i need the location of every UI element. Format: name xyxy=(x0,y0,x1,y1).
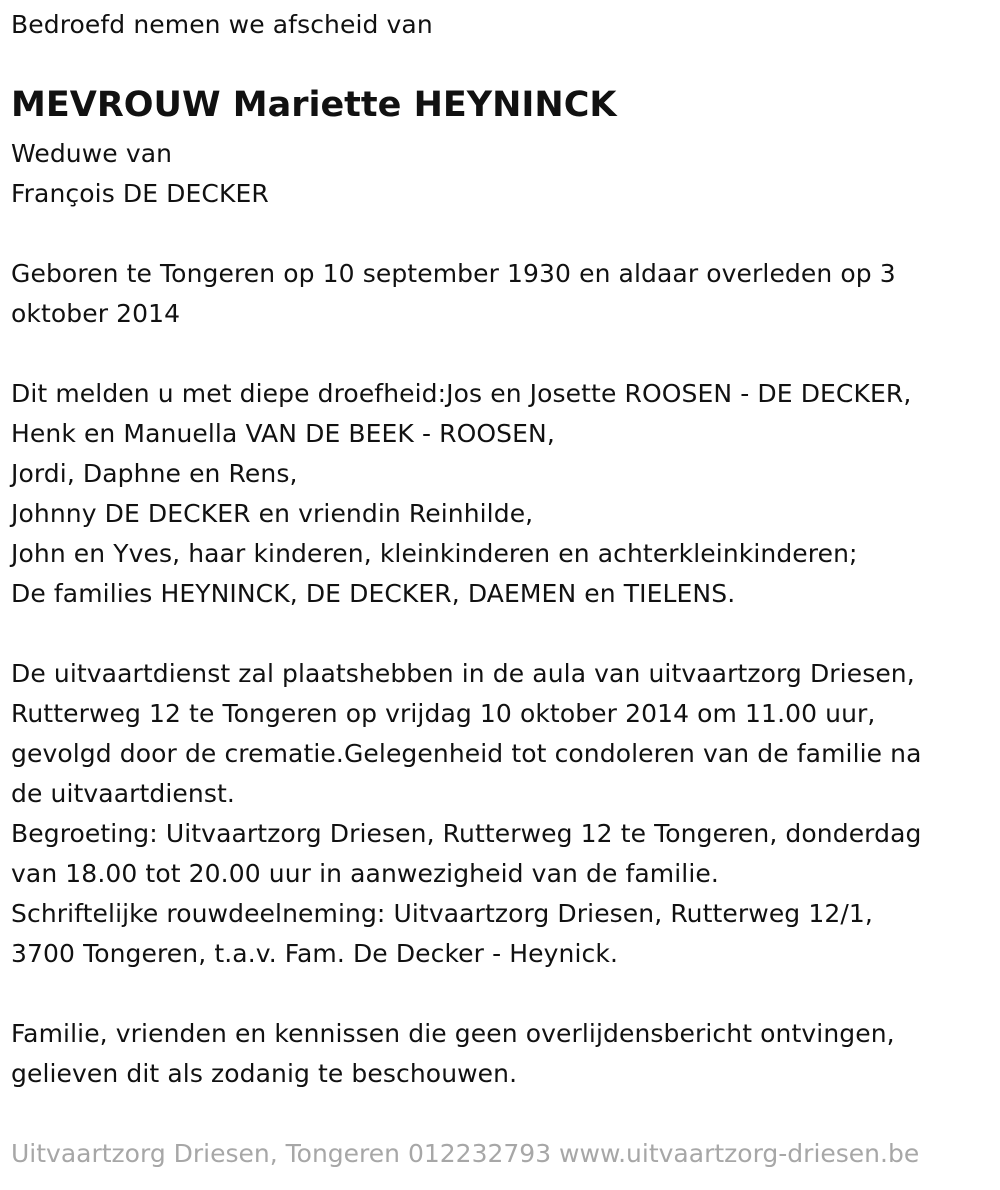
mourners-line: John en Yves, haar kinderen, kleinkinderen en achterkleinkinderen; xyxy=(11,539,858,568)
service-block xyxy=(11,654,922,974)
mourners-line: Jordi, Daphne en Rens, xyxy=(11,459,298,488)
birth-death-line: Geboren te Tongeren op 10 september 1930 en aldaar overleden op 3 xyxy=(11,259,896,288)
family-note-line: Familie, vrienden en kennissen die geen overlijdensbericht ontvingen, xyxy=(11,1019,895,1048)
birth-death-block xyxy=(11,254,896,334)
mourners-line: Henk en Manuella VAN DE BEEK - ROOSEN, xyxy=(11,419,555,448)
funeral-home-footer: Uitvaartzorg Driesen, Tongeren 012232793 www.uitvaartzorg-driesen.be xyxy=(11,1139,920,1168)
birth-death-line: oktober 2014 xyxy=(11,299,181,328)
spouse-name: François DE DECKER xyxy=(11,179,269,208)
mourners-line: Johnny DE DECKER en vriendin Reinhilde, xyxy=(11,499,534,528)
service-line: De uitvaartdienst zal plaatshebben in de aula van uitvaartzorg Driesen, xyxy=(11,659,915,688)
mourners-block xyxy=(11,374,911,614)
service-line: Schriftelijke rouwdeelneming: Uitvaartzorg Driesen, Rutterweg 12/1, xyxy=(11,899,873,928)
intro-text: Bedroefd nemen we afscheid van xyxy=(11,10,433,39)
family-note-block xyxy=(11,1014,895,1094)
service-line: van 18.00 tot 20.00 uur in aanwezigheid van de familie. xyxy=(11,859,719,888)
deceased-name: MEVROUW Mariette HEYNINCK xyxy=(11,85,617,125)
widow-block xyxy=(11,134,269,214)
service-line: 3700 Tongeren, t.a.v. Fam. De Decker - Heynick. xyxy=(11,939,618,968)
service-line: Rutterweg 12 te Tongeren op vrijdag 10 oktober 2014 om 11.00 uur, xyxy=(11,699,876,728)
service-line: gevolgd door de crematie.Gelegenheid tot condoleren van de familie na xyxy=(11,739,922,768)
mourners-line: De families HEYNINCK, DE DECKER, DAEMEN en TIELENS. xyxy=(11,579,736,608)
service-line: Begroeting: Uitvaartzorg Driesen, Rutterweg 12 te Tongeren, donderdag xyxy=(11,819,922,848)
service-line: de uitvaartdienst. xyxy=(11,779,235,808)
mourners-line: Dit melden u met diepe droefheid:Jos en Josette ROOSEN - DE DECKER, xyxy=(11,379,912,408)
family-note-line: gelieven dit als zodanig te beschouwen. xyxy=(11,1059,518,1088)
widow-line: Weduwe van xyxy=(11,139,173,168)
